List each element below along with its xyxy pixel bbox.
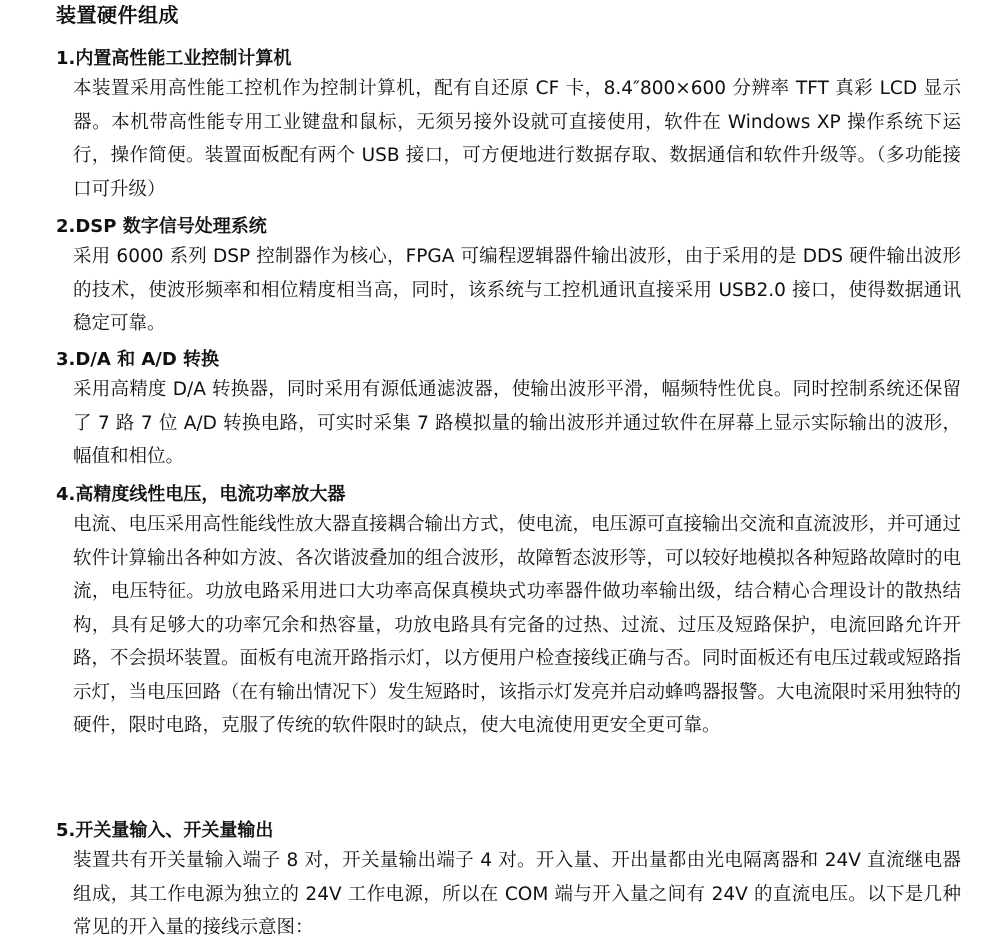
section-paragraph: 采用高精度 D/A 转换器，同时采用有源低通滤波器，使输出波形平滑，幅频特性优良。同时控制系统还保留了 7 路 7 位 A/D 转换电路，可实时采集 7 路模拟量的输出波形并通过软件在屏幕上显示实际输出的波形，幅值和相位。 <box>73 379 961 467</box>
section-heading: 4.高精度线性电压，电流功率放大器 <box>56 484 346 505</box>
section-2 <box>56 214 961 341</box>
section-paragraph: 电流、电压采用高性能线性放大器直接耦合输出方式，使电流，电压源可直接输出交流和直流波形，并可通过软件计算输出各种如方波、各次谐波叠加的组合波形，故障暂态波形等，可以较好地模拟各种短路故障时的电流，电压特征。功放电路采用进口大功率高保真模块式功率器件做功率输出级，结合精心合理设计的散热结构，具有足够大的功率冗余和热容量，功放电路具有完备的过热、过流、过压及短路保护，电流回路允许开路，不会损坏装置。面板有电流开路指示灯，以方便用户检查接线正确与否。同时面板还有电压过载或短路指示灯，当电压回路（在有输出情况下）发生短路时，该指示灯发亮并启动蜂鸣器报警。大电流限时采用独特的硬件，限时电路，克服了传统的软件限时的缺点，使大电流使用更安全更可靠。 <box>73 514 962 736</box>
section-1 <box>56 46 961 206</box>
page-title: 装置硬件组成 <box>56 3 179 27</box>
section-heading: 3.D/A 和 A/D 转换 <box>56 349 220 370</box>
section-paragraph: 采用 6000 系列 DSP 控制器作为核心，FPGA 可编程逻辑器件输出波形，由于采用的是 DDS 硬件输出波形的技术，使波形频率和相位精度相当高，同时，该系统与工控机通讯直接采用 USB2.0 接口，使得数据通讯稳定可靠。 <box>73 246 961 334</box>
section-paragraph: 本装置采用高性能工控机作为控制计算机，配有自还原 CF 卡，8.4″800×600 分辨率 TFT 真彩 LCD 显示器。本机带高性能专用工业键盘和鼠标，无须另接外设就可直接使用，软件在 Windows XP 操作系统下运行，操作简便。装置面板配有两个 USB 接口，可方便地进行数据存取、数据通信和软件升级等。（多功能接口可升级） <box>73 78 961 200</box>
section-heading: 5.开关量输入、开关量输出 <box>56 820 274 841</box>
section-paragraph: 装置共有开关量输入端子 8 对，开关量输出端子 4 对。开入量、开出量都由光电隔离器和 24V 直流继电器组成，其工作电源为独立的 24V 工作电源，所以在 COM 端与开入量之间有 24V 的直流电压。以下是几种常见的开入量的接线示意图： <box>73 850 961 938</box>
section-3 <box>56 347 961 474</box>
section-heading: 1.内置高性能工业控制计算机 <box>56 48 292 69</box>
section-4 <box>56 482 961 743</box>
section-5 <box>56 818 961 945</box>
section-heading: 2.DSP 数字信号处理系统 <box>56 216 267 237</box>
